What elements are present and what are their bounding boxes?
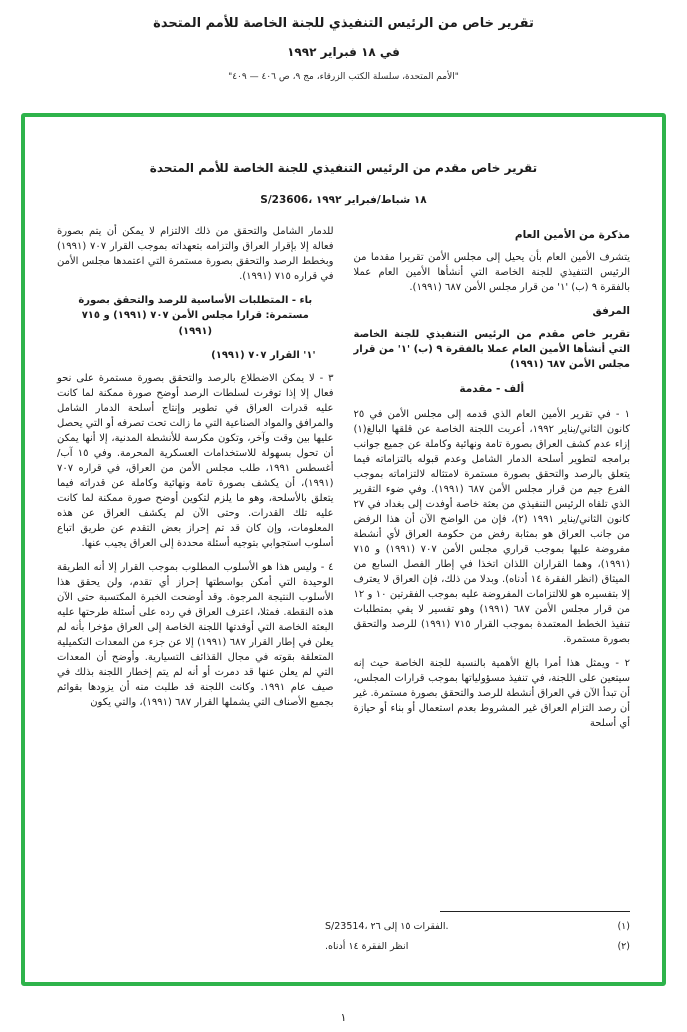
header-date-line: في ١٨ فبراير ١٩٩٢	[287, 45, 400, 59]
page-number: ١	[340, 1011, 347, 1024]
continuation-paragraph: للدمار الشامل والتحقق من ذلك الالتزام لا يمكن أن يتم بصورة فعالة إلا بإقرار العراق والتزامه بتعهداته بموجب القرار ٧٠٧ (١٩٩١) وبخطط الرصد والتحقق بصورة مستمرة التي اعتمدها مجلس الأمن في قراره ٧١٥ (١٩٩١).	[57, 225, 334, 282]
footnote-2-text: انظر الفقرة ١٤ أدناه.	[325, 941, 409, 952]
footnote-1-marker: (١)	[617, 921, 630, 932]
footnote-divider	[440, 911, 630, 912]
footnotes-block	[325, 911, 630, 952]
paragraph-3: ٣ - لا يمكن الاضطلاع بالرصد والتحقق بصورة مستمرة على نحو فعال إلا إذا توفرت لسلطات الرصد أوضح صورة ممكنة لما كانت عليه قدرات العراق في تطوير وإنتاج أسلحة الدمار الشامل والمرافق والمواد الصناعية التي ما زالت تحت تصرفه أو التي يحصل عليها بين وقت وآخر، وتكون مكرسة للأنشطة المدنية، إلا أنها يمكن أن تحول بسهولة للاستخدامات العسكرية المحرمة. وفي ١٥ آب/أغسطس ١٩٩١، طلب مجلس الأمن من العراق، في قراره ٧٠٧ (١٩٩١)، أن يكشف بصورة تامة ونهائية وكاملة عن قدراته فيما يتعلق بالأسلحة، وهو ما يلزم لتكوين أوضح صورة ممكنة لما كانت عليه تلك القدرات. وحتى الآن لم يكشف العراق عن هذه المعلومات، وإن كان قد تم إحراز بعض التقدم عن طريق اتباع أسلوب استجوابي بتوجيه أسئلة محددة إلى العراق يجيب عنها.	[57, 373, 334, 550]
section-b-heading: باء - المتطلبات الأساسية للرصد والتحقق بصورة مستمرة: قرارا مجلس الأمن ٧٠٧ (١٩٩١) و ٧١٥ (١٩٩١)	[78, 294, 313, 337]
document-frame	[21, 113, 666, 986]
memo-heading: مذكرة من الأمين العام	[514, 228, 630, 241]
footnote-1	[325, 921, 630, 932]
section-a-heading: ألف - مقدمة	[459, 383, 525, 396]
header-source-line: "الأمم المتحدة، سلسلة الكتب الزرقاء، مج ٩، ص ٤٠٦ — ٤٠٩"	[228, 72, 459, 82]
memo-paragraph: يتشرف الأمين العام بأن يحيل إلى مجلس الأمن تقريرا مقدما من الرئيس التنفيذي للجنة الخاصة التي أنشأها الأمين العام عملا بالفقرة ٩ (ب) '١' من قرار مجلس الأمن ٦٨٧ (١٩٩١).	[353, 252, 630, 294]
document-reference: S/23606، ١٨ شباط/فبراير ١٩٩٢	[260, 193, 427, 206]
paragraph-2: ٢ - ويمثل هذا أمرا بالغ الأهمية بالنسبة للجنة الخاصة حيث إنه سيتعين على اللجنة، في تنفيذ مسؤولياتها بموجب قرارات المجلس، أن تبدأ الآن في العراق أنشطة للرصد والتحقق بصورة مستمرة. غير أن رصد التزام العراق غير المشروط بعدم استعمال أو بناء أو حيازة أي أسلحة	[353, 657, 630, 729]
page-header	[0, 16, 687, 82]
paragraph-1: ١ - في تقرير الأمين العام الذي قدمه إلى مجلس الأمن في ٢٥ كانون الثاني/يناير ١٩٩٢، أعربت اللجنة الخاصة عن قلقها البالغ(١) إزاء عدم كشف العراق بصورة تامة ونهائية وكاملة عن جميع جوانب برامجه لتطوير أسلحة الدمار الشامل وعدم قبوله بالتزاماته فيما يتعلق بالرصد والتحقق بصورة مستمرة لامتثاله لالتزاماته بموجب الفرع جيم من قرار مجلس الأمن ٦٨٧ (١٩٩١). وفي ضوء التقرير الذي تلقاه الرئيس التنفيذي من بعثة خاصة أوفدت إلى بغداد في ٢٧ كانون الثاني/يناير ١٩٩١ (٢)، فإن من الواضح الآن أن هذا الرفض من جانب العراق هو بمثابة رفض من حكومة العراق لأي أنشطة مفروضة عليها بموجب قراري مجلس الأمن ٧٠٧ (١٩٩١) و ٧١٥ (١٩٩١)، وهما القراران اللذان اتخذا في إطار الفصل السابع من الميثاق (انظر الفقرة ١٤ أدناه). وبدلا من ذلك، فإن العراق لا يعترف إلا بتفسيره هو للالتزامات المفروضة عليه بموجب الفقرتين ١٠ و ١٢ من قرار مجلس الأمن ٦٨٧ (١٩٩١) وهو تفسير لا يفي بمتطلبات تنفيذ الخطط المعتمدة بموجب القرار ٧١٥ (١٩٩١) للرصد والتحقق بصورة مستمرة.	[353, 408, 631, 645]
annex-heading: المرفق	[592, 305, 630, 318]
footnote-2	[325, 941, 630, 952]
two-column-body	[57, 224, 630, 740]
paragraph-4: ٤ - وليس هذا هو الأسلوب المطلوب بموجب القرار إلا أنه الطريقة الوحيدة التي أمكن بواسطتها إحراز أي تقدم، ولن يحقق هذا الأسلوب النتيجة المرجوة. وقد أوضحت الخبرة المكتسبة حتى الآن هذه النقطة. فمثلا، اعترف العراق في رده على أسئلة طرحتها عليه البعثة الخاصة التي أوفدتها اللجنة الخاصة إلى العراق مؤخرا بأنه لم يعلن في إطار القرار ٦٨٧ (١٩٩١) إلا عن جزء من المعدات التكميلية المتعلقة بقوته في مجال القذائف التسيارية. وأوضح أن المعدات التي لم يعلن عنها قد دمرت أو أنه لم يتم إخطار اللجنة بذلك في صيف عام ١٩٩١. وكانت اللجنة قد طلبت منه أن يزودها بقوائم بجميع الأصناف التي يشملها القرار ٦٨٧ (١٩٩١)، والتي يكون	[57, 562, 334, 709]
document-title: تقرير خاص مقدم من الرئيس التنفيذي للجنة الخاصة للأمم المتحدة	[149, 161, 538, 175]
resolution-707-subheading: '١' القرار ٧٠٧ (١٩٩١)	[211, 350, 316, 362]
column-left	[57, 224, 334, 720]
column-right	[354, 224, 631, 740]
header-title: تقرير خاص من الرئيس التنفيذي للجنة الخاصة للأمم المتحدة	[153, 16, 534, 31]
footnote-1-text: S/23514، الفقرات ١٥ إلى ٢٦.	[325, 921, 449, 932]
footnote-2-marker: (٢)	[617, 941, 630, 952]
annex-paragraph: تقرير خاص مقدم من الرئيس التنفيذي للجنة الخاصة التي أنشأها الأمين العام عملا بالفقرة ٩ (ب) '١' من قرار مجلس الأمن ٦٨٧ (١٩٩١)	[353, 329, 631, 371]
